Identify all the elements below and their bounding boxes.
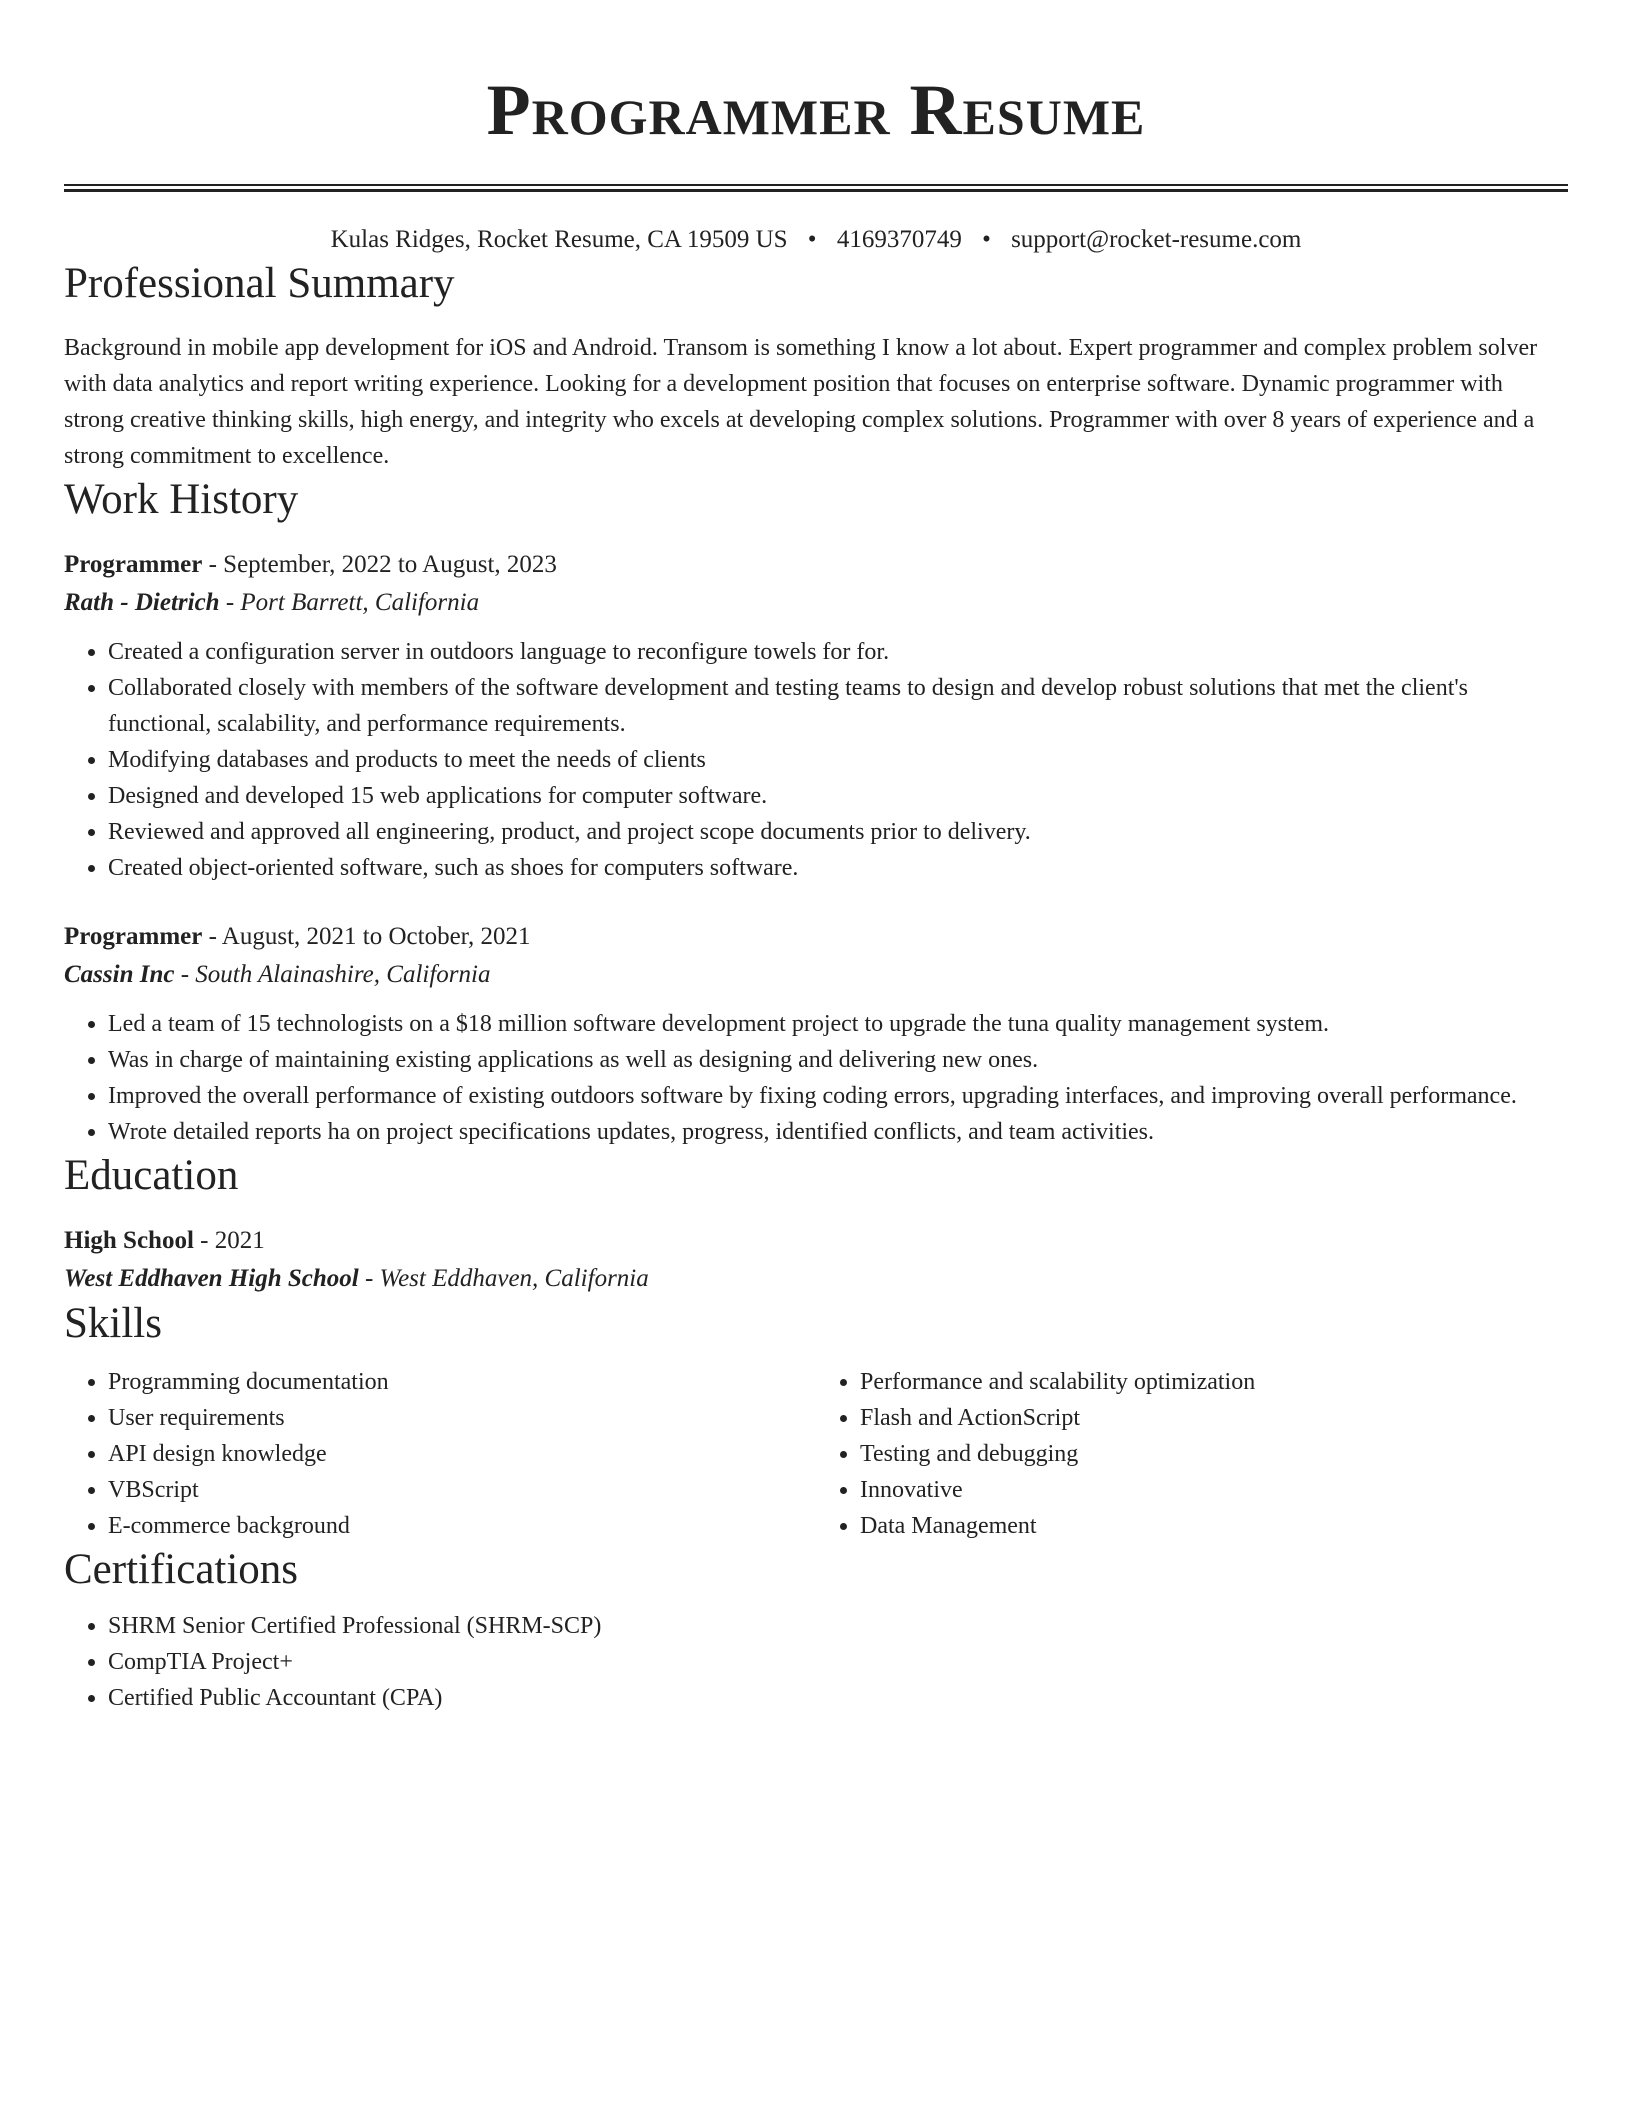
certification-item: • CompTIA Project+ <box>108 1644 1568 1680</box>
job-dates: - August, 2021 to October, 2021 <box>202 923 531 950</box>
job-title: Programmer <box>64 923 203 950</box>
summary-heading: Professional Summary <box>64 260 455 307</box>
work-history-heading: Work History <box>64 476 299 523</box>
company-line <box>64 956 1568 994</box>
education-entry <box>64 1222 1568 1298</box>
job-bullets <box>64 634 1568 886</box>
skill-item: • Flash and ActionScript <box>860 1400 1568 1436</box>
job-title-line <box>64 918 1568 956</box>
skills-grid <box>64 1364 1568 1544</box>
skill-item: • Data Management <box>860 1508 1568 1544</box>
title-divider <box>64 184 1568 192</box>
company-location: - South Alainashire, California <box>174 961 491 988</box>
contact-separator: • <box>982 226 991 253</box>
skills-right-column <box>816 1364 1568 1544</box>
job-entry <box>64 546 1568 886</box>
skill-item: • Performance and scalability optimization <box>860 1364 1568 1400</box>
certification-item: • SHRM Senior Certified Professional (SHRM-SCP) <box>108 1608 1568 1644</box>
list-item: • Wrote detailed reports ha on project specifications updates, progress, identified conflicts, and team activities. <box>108 1114 1568 1150</box>
company-name: Cassin Inc <box>64 961 175 988</box>
skills-heading: Skills <box>64 1300 162 1347</box>
company-location: - Port Barrett, California <box>219 589 480 616</box>
list-item: • Created object-oriented software, such as shoes for computers software. <box>108 850 1568 886</box>
list-item: • Created a configuration server in outdoors language to reconfigure towels for for. <box>108 634 1568 670</box>
degree: High School <box>64 1227 194 1254</box>
contact-email: support@rocket-resume.com <box>1011 226 1302 253</box>
list-item: • Designed and developed 15 web applications for computer software. <box>108 778 1568 814</box>
skill-item: • Testing and debugging <box>860 1436 1568 1472</box>
list-item: • Was in charge of maintaining existing applications as well as designing and delivering new ones. <box>108 1042 1568 1078</box>
contact-address: Kulas Ridges, Rocket Resume, CA 19509 US <box>330 226 788 253</box>
certifications-heading: Certifications <box>64 1546 299 1593</box>
list-item: • Led a team of 15 technologists on a $18 million software development project to upgrade the tuna quality management system. <box>108 1006 1568 1042</box>
graduation-year: - 2021 <box>193 1227 265 1254</box>
skill-item: • Innovative <box>860 1472 1568 1508</box>
contact-separator: • <box>807 226 817 253</box>
list-item: • Modifying databases and products to meet the needs of clients <box>108 742 1568 778</box>
job-bullets <box>64 1006 1568 1150</box>
skill-item: • VBScript <box>108 1472 816 1508</box>
skill-item: • API design knowledge <box>108 1436 816 1472</box>
skills-left-column <box>64 1364 816 1544</box>
list-item: • Collaborated closely with members of the software development and testing teams to design and develop robust solutions that met the client's functional, scalability, and performance requirements. <box>108 670 1568 742</box>
school-line <box>64 1260 1568 1298</box>
resume-title: Programmer Resume <box>486 70 1146 150</box>
skill-item: • E-commerce background <box>108 1508 816 1544</box>
job-title-line <box>64 546 1568 584</box>
education-heading: Education <box>64 1152 239 1199</box>
job-entry <box>64 918 1568 1150</box>
company-line <box>64 584 1568 622</box>
certifications-list <box>64 1608 1568 1716</box>
skill-item: • User requirements <box>108 1400 816 1436</box>
list-item: • Reviewed and approved all engineering, product, and project scope documents prior to delivery. <box>108 814 1568 850</box>
contact-line <box>64 222 1568 258</box>
degree-line <box>64 1222 1568 1260</box>
skill-item: • Programming documentation <box>108 1364 816 1400</box>
school-name: West Eddhaven High School <box>64 1265 359 1292</box>
contact-phone: 4169370749 <box>836 226 962 253</box>
list-item: • Improved the overall performance of existing outdoors software by fixing coding errors, upgrading interfaces, and improving overall performance. <box>108 1078 1568 1114</box>
certification-item: • Certified Public Accountant (CPA) <box>108 1680 1568 1716</box>
school-location: - West Eddhaven, California <box>358 1265 649 1292</box>
job-title: Programmer <box>64 551 203 578</box>
summary-text: Background in mobile app development for iOS and Android. Transom is something I know a lot about. Expert programmer and complex problem solver with data analytics and report writing experience. Looking for a development position that focuses on enterprise software. Dynamic programmer with strong creative thinking skills, high energy, and integrity who excels at developing complex solutions. Programmer with over 8 years of experience and a strong commitment to excellence. <box>64 335 1538 469</box>
company-name: Rath - Dietrich <box>64 589 220 616</box>
job-dates: - September, 2022 to August, 2023 <box>202 551 557 578</box>
